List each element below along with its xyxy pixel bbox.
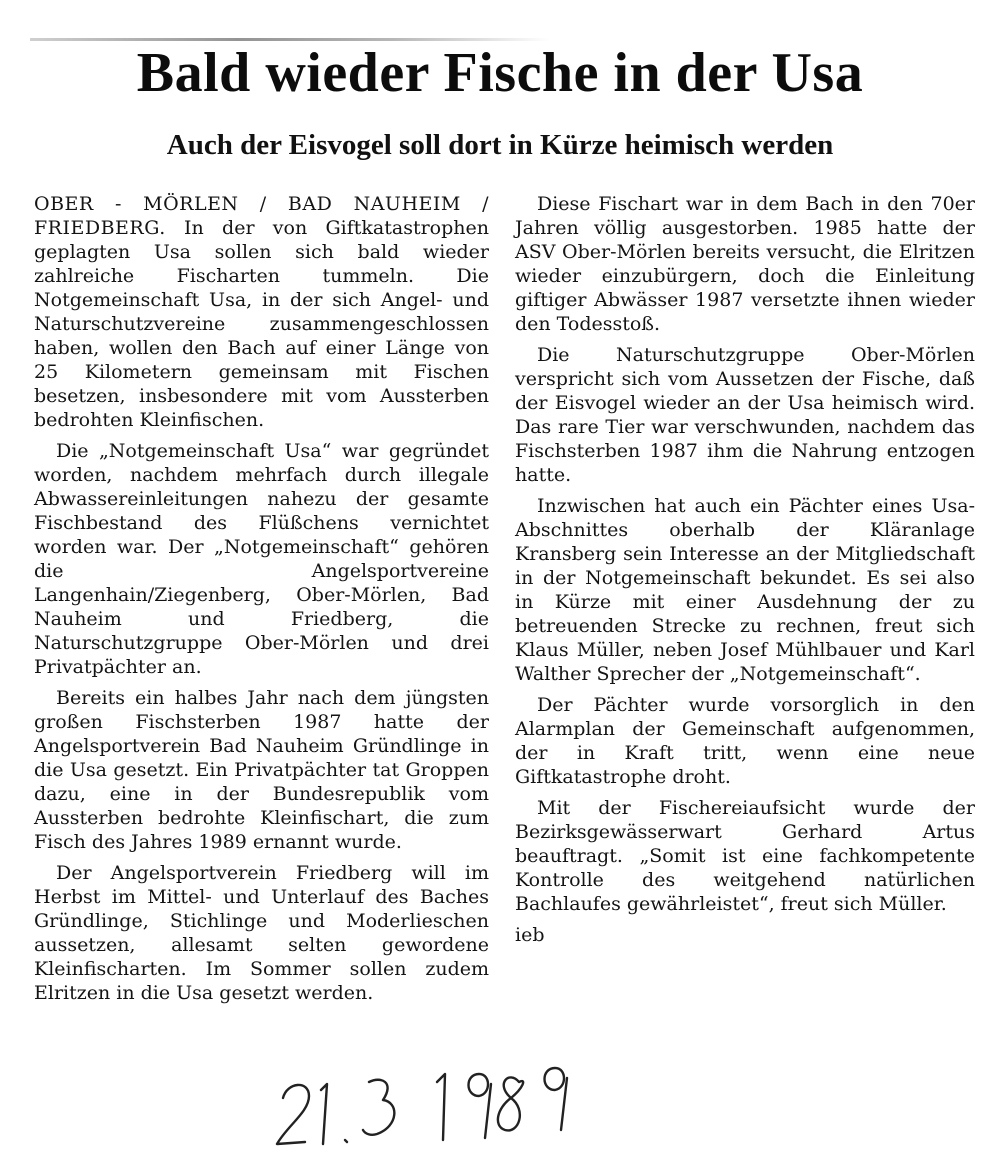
article-paragraph-5: Diese Fischart war in dem Bach in den 70er Jahren völlig ausgestorben. 1985 hatte der ASV Ober-Mörlen bereits versucht, die Elritzen wieder einzubürgern, doch die Einleitung giftiger Abwässer 1987 versetzte ihnen wieder den Todesstoß.	[515, 193, 975, 335]
article-paragraph-4: Der Angelsportverein Friedberg will im Herbst im Mittel- und Unterlauf des Baches Gründlinge, Stichlinge und Moderlieschen aussetzen, allesamt selten gewordene Kleinfischarten. Im Sommer sollen zudem Elritzen in die Usa gesetzt werden.	[34, 862, 489, 1004]
article-paragraph-9: Mit der Fischereiaufsicht wurde der Bezirksgewässerwart Gerhard Artus beauftragt. „Somit ist eine fachkompetente Kontrolle des weitgehend natürlichen Bachlaufes gewährleistet“, freut sich Müller.	[515, 797, 975, 915]
headline: Bald wieder Fische in der Usa	[136, 42, 864, 104]
article-paragraph-7: Inzwischen hat auch ein Pächter eines Usa-Abschnittes oberhalb der Kläranlage Kransberg sein Interesse an der Mitgliedschaft in der Notgemeinschaft bekundet. Es sei also in Kürze mit einer Ausdehnung der zu betreuenden Strecke zu rechnen, freut sich Klaus Müller, neben Josef Mühlbauer und Karl Walther Sprecher der „Notgemeinschaft“.	[515, 495, 975, 685]
subheadline: Auch der Eisvogel soll dort in Kürze heimisch werden	[166, 129, 834, 161]
article-paragraph-6: Die Naturschutzgruppe Ober-Mörlen verspricht sich vom Aussetzen der Fische, daß der Eisvogel wieder an der Usa heimisch wird. Das rare Tier war verschwunden, nachdem das Fischsterben 1987 ihm die Nahrung entzogen hatte.	[515, 344, 975, 486]
article-column-left	[34, 192, 489, 1012]
article-column-right	[515, 192, 975, 954]
handwritten-date	[265, 1060, 585, 1155]
article-paragraph-1	[34, 192, 489, 432]
article-paragraph-2: Die „Notgemeinschaft Usa“ war gegründet worden, nachdem mehrfach durch illegale Abwassereinleitungen nahezu der gesamte Fischbestand des Flüßchens vernichtet worden war. Der „Notgemeinschaft“ gehören die Angelsportvereine Langenhain/Ziegenberg, Ober-Mörlen, Bad Nauheim und Friedberg, die Naturschutzgruppe Ober-Mörlen und drei Privatpächter an.	[34, 440, 489, 678]
dateline: OBER - MÖRLEN / BAD NAUHEIM / FRIEDBERG.	[34, 193, 489, 239]
author-initials: ieb	[515, 924, 545, 946]
article-paragraph-3: Bereits ein halbes Jahr nach dem jüngsten großen Fischsterben 1987 hatte der Angelsportverein Bad Nauheim Gründlinge in die Usa gesetzt. Ein Privatpächter tat Groppen dazu, eine in der Bundesrepublik vom Aussterben bedrohte Kleinfischart, die zum Fisch des Jahres 1989 ernannt wurde.	[34, 687, 489, 853]
article-paragraph-8: Der Pächter wurde vorsorglich in den Alarmplan der Gemeinschaft aufgenommen, der in Kraft tritt, wenn eine neue Giftkatastrophe droht.	[515, 694, 975, 788]
paragraph-text: In der von Giftkatastrophen geplagten Usa sollen sich bald wieder zahlreiche Fischarten tummeln. Die Notgemeinschaft Usa, in der sich Angel- und Naturschutzvereine zusammengeschlossen haben, wollen den Bach auf einer Länge von 25 Kilometern gemeinsam mit Fischen besetzen, insbesondere mit vom Aussterben bedrohten Kleinfischen.	[34, 217, 489, 431]
